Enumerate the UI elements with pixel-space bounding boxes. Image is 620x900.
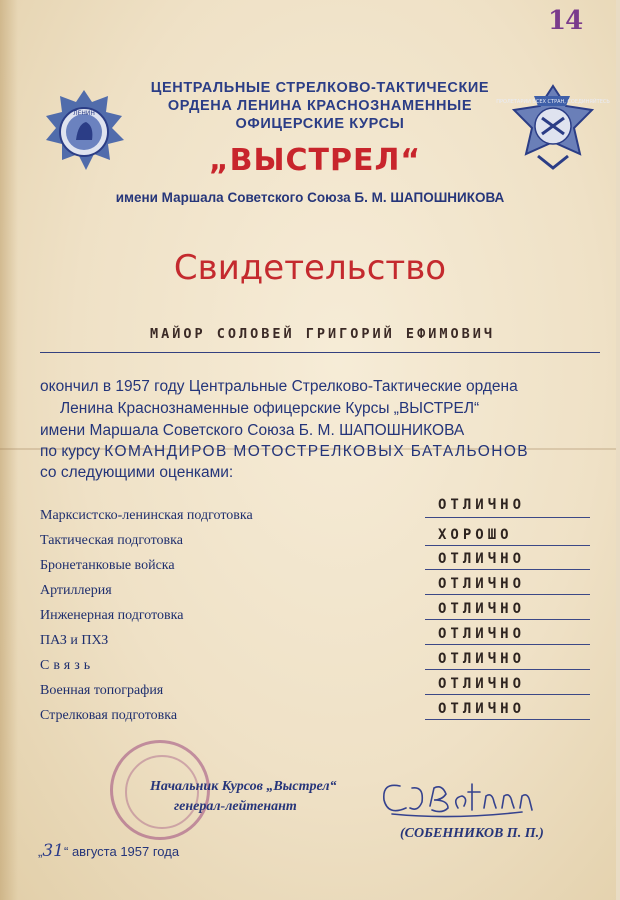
page-number: 14 [548, 6, 583, 36]
order-right-text: ПРОЛЕТАРИИ ВСЕХ СТРАН, СОЕДИНЯЙТЕСЬ [496, 99, 610, 105]
body-line-4 [40, 443, 600, 461]
order-of-red-banner-icon [496, 84, 610, 176]
paper-edge-shading [0, 0, 18, 900]
signatory-name: (СОБЕННИКОВ П. П.) [400, 826, 544, 841]
subject-label: Связь [40, 658, 95, 673]
subject-label: Марксистско-ленинская подготовка [40, 508, 253, 523]
subject-label: Бронетанковые войска [40, 558, 175, 573]
grade-value: ОТЛИЧНО [438, 701, 526, 717]
recipient-underline [40, 352, 600, 353]
course-name: КОМАНДИРОВ МОТОСТРЕЛКОВЫХ БАТАЛЬОНОВ [104, 443, 530, 460]
handwritten-signature [372, 768, 542, 828]
body-line-3: имени Маршала Советского Союза Б. М. ШАПОШНИКОВА [40, 422, 465, 439]
header-line-2: ОРДЕНА ЛЕНИНА КРАСНОЗНАМЕННЫЕ [167, 98, 473, 114]
subject-label: Инженерная подготовка [40, 608, 184, 623]
grade-underline [425, 669, 590, 670]
grade-underline [425, 694, 590, 695]
grade-value: ОТЛИЧНО [438, 676, 526, 692]
order-of-lenin-icon [40, 88, 128, 180]
grade-value: ОТЛИЧНО [438, 576, 526, 592]
grade-value: ОТЛИЧНО [438, 497, 526, 513]
issue-date: „31“ августа 1957 года [38, 841, 180, 861]
order-left-text: ЛЕНИН [73, 110, 95, 117]
school-name: „ВЫСТРЕЛ“ [208, 143, 422, 178]
grade-value: ОТЛИЧНО [438, 551, 526, 567]
body-line-2: Ленина Краснознаменные офицерские Курсы „ВЫСТРЕЛ“ [60, 400, 480, 417]
grade-value: ОТЛИЧНО [438, 651, 526, 667]
grade-underline [425, 594, 590, 595]
date-rest: августа 1957 года [71, 844, 180, 859]
subject-label: ПАЗ и ПХЗ [40, 633, 109, 648]
grade-value: ОТЛИЧНО [438, 626, 526, 642]
chief-title: Начальник Курсов „Выстрел“ [150, 779, 337, 794]
body-line-1: окончил в 1957 году Центральные Стрелково-Тактические ордена [40, 378, 518, 395]
grade-underline [425, 719, 590, 720]
named-after: имени Маршала Советского Союза Б. М. ШАПОШНИКОВА [115, 190, 505, 205]
grade-underline [425, 517, 590, 518]
date-day: 31 [42, 841, 64, 861]
course-prefix: по курсу [40, 443, 100, 460]
subject-label: Стрелковая подготовка [40, 708, 178, 723]
document-title: Свидетельство [173, 248, 447, 288]
grade-underline [425, 569, 590, 570]
chief-rank: генерал-лейтенант [174, 799, 297, 814]
body-line-5: со следующими оценками: [40, 464, 234, 481]
subject-label: Военная топография [40, 683, 164, 698]
subject-label: Артиллерия [40, 583, 112, 598]
subject-label: Тактическая подготовка [40, 533, 183, 548]
grade-underline [425, 545, 590, 546]
recipient-name: МАЙОР СОЛОВЕЙ ГРИГОРИЙ ЕФИМОВИЧ [150, 326, 495, 342]
header-line-1: ЦЕНТРАЛЬНЫЕ СТРЕЛКОВО-ТАКТИЧЕСКИЕ [150, 80, 490, 96]
header-line-3: ОФИЦЕРСКИЕ КУРСЫ [235, 116, 405, 132]
grade-value: ХОРОШО [438, 527, 513, 543]
grade-value: ОТЛИЧНО [438, 601, 526, 617]
grade-underline [425, 619, 590, 620]
grade-underline [425, 644, 590, 645]
